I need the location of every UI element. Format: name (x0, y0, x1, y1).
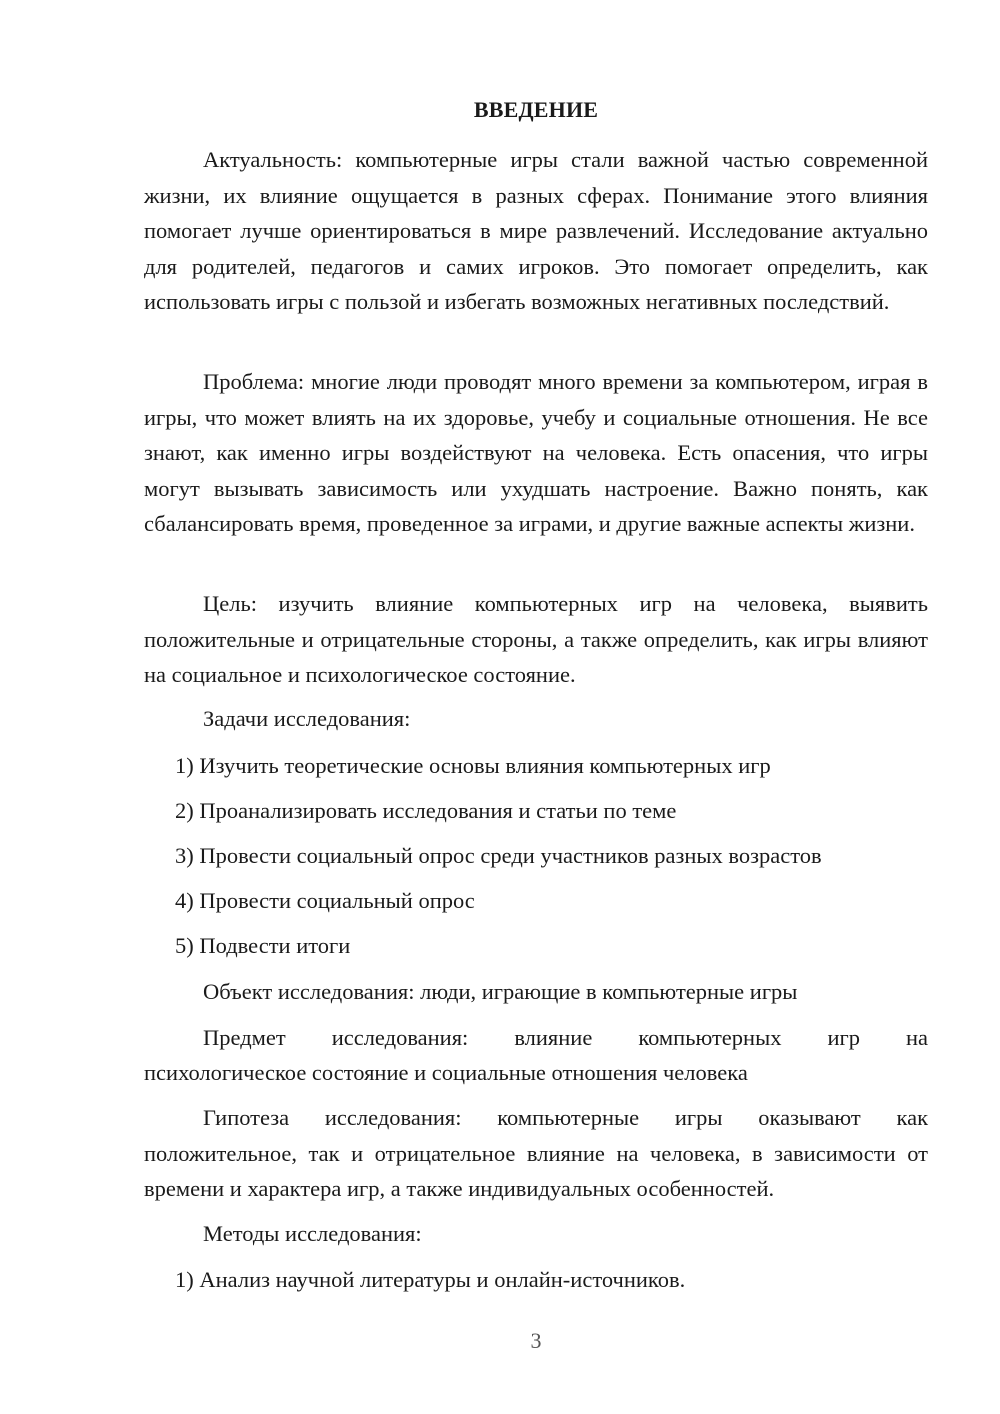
goal-paragraph: Цель: изучить влияние компьютерных игр на человека, выявить положительные и отрицательные стороны, а также определить, как игры влияют на социальное и психологическое состояние. (144, 591, 928, 687)
relevance-paragraph: Актуальность: компьютерные игры стали важной частью современной жизни, их влияние ощущается в разных сферах. Понимание этого влияния помогает лучше ориентироваться в мире развлечений. Исследование актуально для родителей, педагогов и самих игроков. Это помогает определить, как использовать игры с пользой и избегать возможных негативных последствий. (144, 147, 928, 314)
methods-heading: Методы исследования: (203, 1221, 422, 1246)
subject-word: влияние (514, 1025, 593, 1050)
task-item: 5) Подвести итоги (175, 933, 351, 958)
method-item: 1) Анализ научной литературы и онлайн-источников. (175, 1267, 686, 1292)
subject-word: компьютерных (638, 1025, 782, 1050)
object-line: Объект исследования: люди, играющие в компьютерные игры (203, 979, 798, 1004)
task-item: 1) Изучить теоретические основы влияния компьютерных игр (175, 753, 771, 778)
problem-paragraph: Проблема: многие люди проводят много времени за компьютером, играя в игры, что может влиять на их здоровье, учебу и социальные отношения. Не все знают, как именно игры воздействуют на человека. Есть опасения, что игры могут вызывать зависимость или ухудшать настроение. Важно понять, как сбалансировать время, проведенное за играми, и другие важные аспекты жизни. (144, 369, 928, 536)
tasks-heading: Задачи исследования: (203, 706, 411, 731)
hypothesis-paragraph: Гипотеза исследования: компьютерные игры оказывают как положительное, так и отрицательное влияние на человека, в зависимости от времени и характера игр, а также индивидуальных особенностей. (144, 1105, 928, 1201)
task-item: 2) Проанализировать исследования и статьи по теме (175, 798, 677, 823)
page-number: 3 (530, 1328, 542, 1353)
subject-word: на (905, 1025, 928, 1050)
subject-continuation: психологическое состояние и социальные отношения человека (144, 1060, 748, 1085)
task-item: 4) Провести социальный опрос (175, 888, 475, 913)
task-item: 3) Провести социальный опрос среди участников разных возрастов (175, 843, 822, 868)
subject-word: исследования: (331, 1025, 469, 1050)
subject-word: Предмет (203, 1025, 286, 1050)
subject-word: игр (827, 1025, 860, 1050)
page-title: ВВЕДЕНИЕ (473, 97, 599, 122)
subject-first-line (203, 1020, 928, 1056)
